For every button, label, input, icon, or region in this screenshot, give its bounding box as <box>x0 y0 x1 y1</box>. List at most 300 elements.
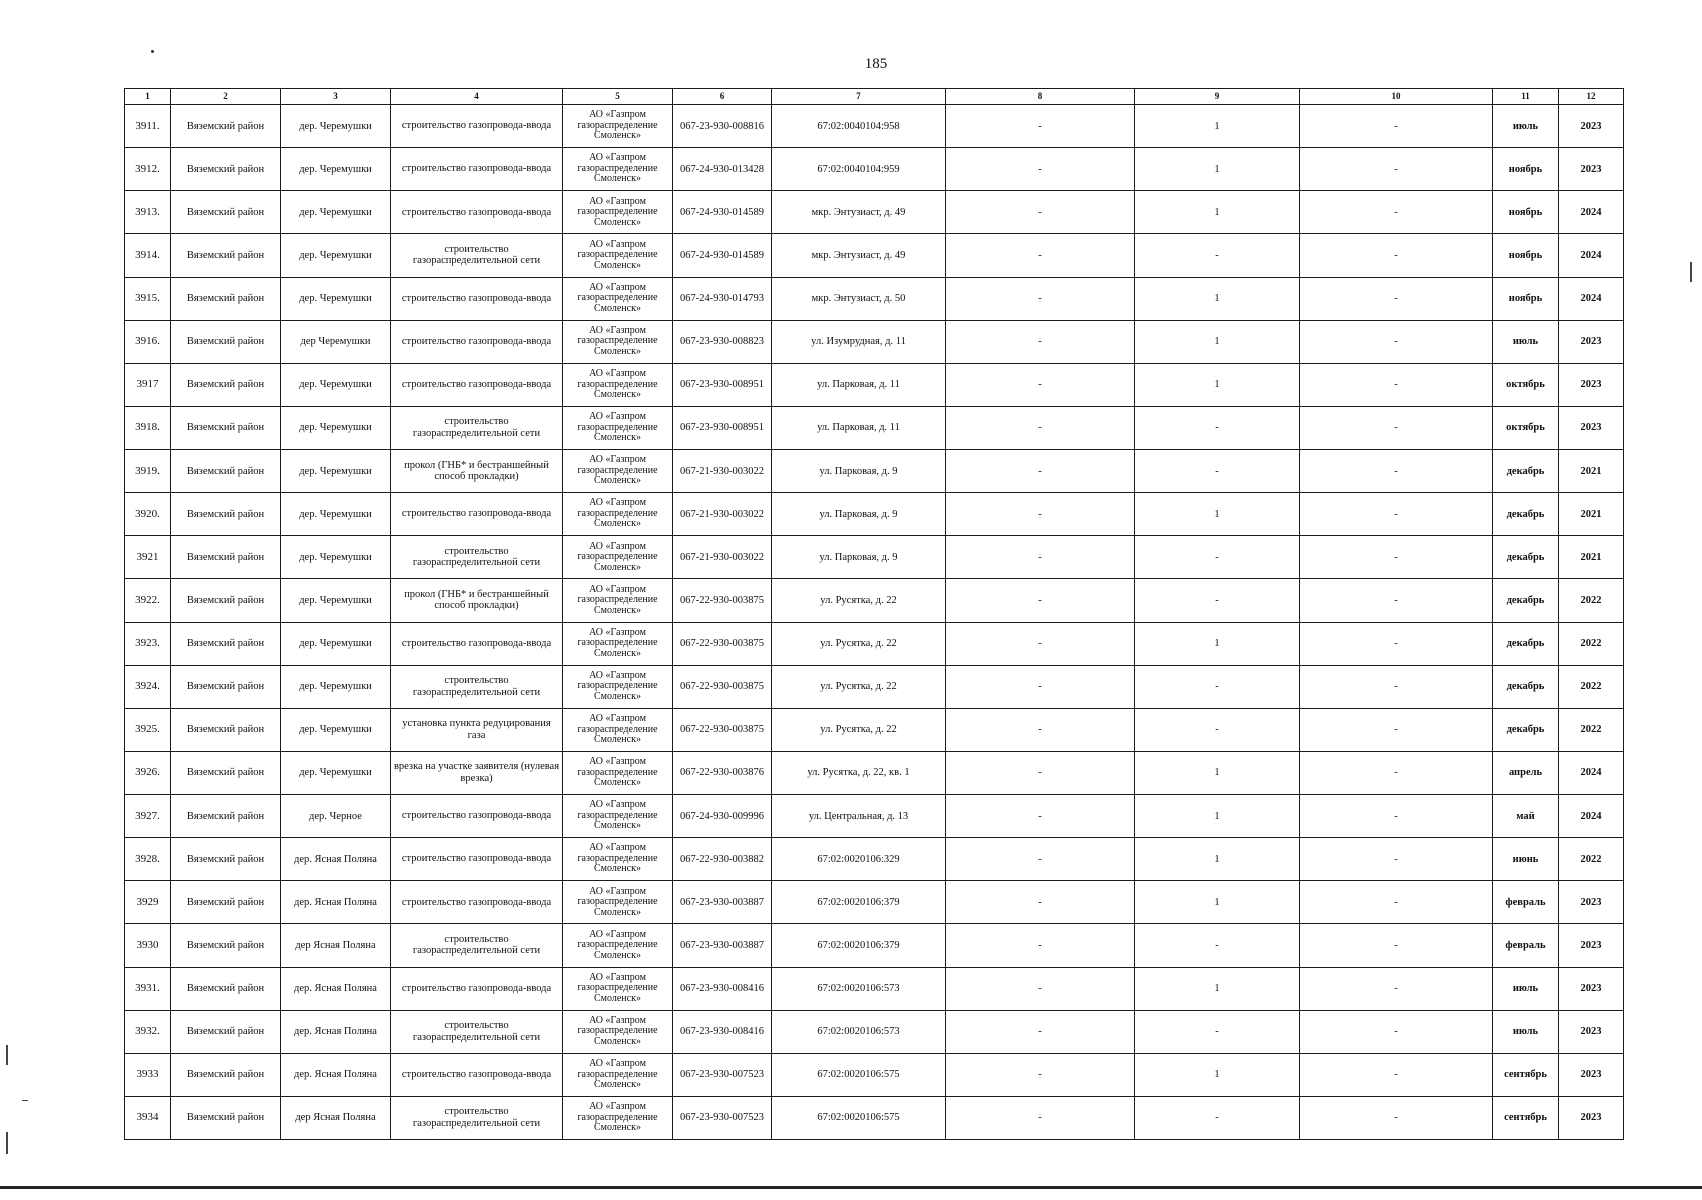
month-cell: июль <box>1493 1010 1559 1053</box>
application-number-cell: 067-23-930-008823 <box>673 320 772 363</box>
address-cadastral-cell: мкр. Энтузиаст, д. 49 <box>772 191 946 234</box>
column-10-cell: - <box>1300 708 1493 751</box>
row-number-cell: 3918. <box>125 406 171 449</box>
work-type-cell: строительство газопровода-ввода <box>391 493 563 536</box>
month-cell: апрель <box>1493 751 1559 794</box>
settlement-cell: дер. Ясная Поляна <box>281 838 391 881</box>
settlement-cell: дер. Ясная Поляна <box>281 967 391 1010</box>
organization-cell: АО «Газпром газораспределение Смоленск» <box>563 579 673 622</box>
column-8-cell: - <box>946 536 1135 579</box>
month-cell: июнь <box>1493 838 1559 881</box>
column-10-cell: - <box>1300 277 1493 320</box>
month-cell: октябрь <box>1493 406 1559 449</box>
year-cell: 2023 <box>1559 105 1624 148</box>
column-8-cell: - <box>946 277 1135 320</box>
year-cell: 2023 <box>1559 924 1624 967</box>
work-type-cell: строительство газопровода-ввода <box>391 795 563 838</box>
row-number-cell: 3932. <box>125 1010 171 1053</box>
address-cadastral-cell: 67:02:0020106:379 <box>772 881 946 924</box>
organization-cell: АО «Газпром газораспределение Смоленск» <box>563 1096 673 1139</box>
table-row <box>125 665 1624 708</box>
district-cell: Вяземский район <box>171 838 281 881</box>
work-type-cell: строительство газопровода-ввода <box>391 191 563 234</box>
table-row <box>125 881 1624 924</box>
row-number-cell: 3913. <box>125 191 171 234</box>
work-type-cell: прокол (ГНБ* и бестраншейный способ прокладки) <box>391 579 563 622</box>
application-number-cell: 067-22-930-003876 <box>673 751 772 794</box>
district-cell: Вяземский район <box>171 751 281 794</box>
application-number-cell: 067-23-930-007523 <box>673 1096 772 1139</box>
address-cadastral-cell: 67:02:0020106:575 <box>772 1096 946 1139</box>
column-9-cell: 1 <box>1135 363 1300 406</box>
column-8-cell: - <box>946 881 1135 924</box>
settlement-cell: дер. Черное <box>281 795 391 838</box>
district-cell: Вяземский район <box>171 320 281 363</box>
month-cell: июль <box>1493 105 1559 148</box>
month-cell: декабрь <box>1493 622 1559 665</box>
table-row <box>125 1010 1624 1053</box>
row-number-cell: 3915. <box>125 277 171 320</box>
year-cell: 2023 <box>1559 148 1624 191</box>
settlement-cell: дер Ясная Поляна <box>281 924 391 967</box>
application-number-cell: 067-21-930-003022 <box>673 493 772 536</box>
work-type-cell: строительство газопровода-ввода <box>391 363 563 406</box>
column-10-cell: - <box>1300 320 1493 363</box>
year-cell: 2021 <box>1559 493 1624 536</box>
row-number-cell: 3930 <box>125 924 171 967</box>
year-cell: 2023 <box>1559 967 1624 1010</box>
scan-margin-mark <box>1690 262 1692 282</box>
column-9-cell: 1 <box>1135 320 1300 363</box>
work-type-cell: строительство газораспределительной сети <box>391 1096 563 1139</box>
scan-bottom-edge <box>0 1186 1702 1189</box>
column-number-1: 1 <box>125 89 171 105</box>
column-9-cell: 1 <box>1135 622 1300 665</box>
column-10-cell: - <box>1300 622 1493 665</box>
organization-cell: АО «Газпром газораспределение Смоленск» <box>563 665 673 708</box>
column-number-10: 10 <box>1300 89 1493 105</box>
column-number-8: 8 <box>946 89 1135 105</box>
month-cell: ноябрь <box>1493 277 1559 320</box>
organization-cell: АО «Газпром газораспределение Смоленск» <box>563 881 673 924</box>
organization-cell: АО «Газпром газораспределение Смоленск» <box>563 838 673 881</box>
column-8-cell: - <box>946 493 1135 536</box>
work-type-cell: строительство газопровода-ввода <box>391 320 563 363</box>
column-8-cell: - <box>946 320 1135 363</box>
column-9-cell: 1 <box>1135 277 1300 320</box>
organization-cell: АО «Газпром газораспределение Смоленск» <box>563 708 673 751</box>
address-cadastral-cell: ул. Русятка, д. 22, кв. 1 <box>772 751 946 794</box>
column-9-cell: - <box>1135 406 1300 449</box>
settlement-cell: дер. Черемушки <box>281 277 391 320</box>
settlement-cell: дер. Ясная Поляна <box>281 1053 391 1096</box>
district-cell: Вяземский район <box>171 148 281 191</box>
organization-cell: АО «Газпром газораспределение Смоленск» <box>563 924 673 967</box>
address-cadastral-cell: 67:02:0020106:573 <box>772 967 946 1010</box>
address-cadastral-cell: ул. Парковая, д. 9 <box>772 493 946 536</box>
organization-cell: АО «Газпром газораспределение Смоленск» <box>563 751 673 794</box>
column-9-cell: - <box>1135 234 1300 277</box>
application-number-cell: 067-23-930-008816 <box>673 105 772 148</box>
row-number-cell: 3921 <box>125 536 171 579</box>
year-cell: 2022 <box>1559 838 1624 881</box>
table-row <box>125 191 1624 234</box>
work-type-cell: установка пункта редуцирования газа <box>391 708 563 751</box>
scan-margin-mark <box>22 1100 28 1101</box>
column-10-cell: - <box>1300 191 1493 234</box>
month-cell: май <box>1493 795 1559 838</box>
district-cell: Вяземский район <box>171 967 281 1010</box>
month-cell: июль <box>1493 320 1559 363</box>
application-number-cell: 067-23-930-008951 <box>673 406 772 449</box>
year-cell: 2023 <box>1559 881 1624 924</box>
year-cell: 2023 <box>1559 1096 1624 1139</box>
page-number: 185 <box>864 56 888 72</box>
organization-cell: АО «Газпром газораспределение Смоленск» <box>563 406 673 449</box>
column-10-cell: - <box>1300 406 1493 449</box>
address-cadastral-cell: ул. Парковая, д. 9 <box>772 450 946 493</box>
district-cell: Вяземский район <box>171 105 281 148</box>
column-9-cell: - <box>1135 536 1300 579</box>
work-type-cell: строительство газопровода-ввода <box>391 881 563 924</box>
row-number-cell: 3922. <box>125 579 171 622</box>
month-cell: июль <box>1493 967 1559 1010</box>
column-8-cell: - <box>946 191 1135 234</box>
column-9-cell: 1 <box>1135 967 1300 1010</box>
table-row <box>125 406 1624 449</box>
column-9-cell: 1 <box>1135 795 1300 838</box>
work-type-cell: строительство газопровода-ввода <box>391 622 563 665</box>
year-cell: 2022 <box>1559 665 1624 708</box>
column-8-cell: - <box>946 838 1135 881</box>
address-cadastral-cell: 67:02:0020106:329 <box>772 838 946 881</box>
organization-cell: АО «Газпром газораспределение Смоленск» <box>563 363 673 406</box>
work-type-cell: строительство газопровода-ввода <box>391 1053 563 1096</box>
organization-cell: АО «Газпром газораспределение Смоленск» <box>563 493 673 536</box>
column-10-cell: - <box>1300 751 1493 794</box>
column-10-cell: - <box>1300 967 1493 1010</box>
column-10-cell: - <box>1300 881 1493 924</box>
scan-speck <box>151 50 154 53</box>
table-row <box>125 363 1624 406</box>
month-cell: сентябрь <box>1493 1053 1559 1096</box>
work-type-cell: строительство газораспределительной сети <box>391 234 563 277</box>
work-type-cell: строительство газопровода-ввода <box>391 277 563 320</box>
address-cadastral-cell: ул. Русятка, д. 22 <box>772 579 946 622</box>
column-8-cell: - <box>946 751 1135 794</box>
column-number-11: 11 <box>1493 89 1559 105</box>
organization-cell: АО «Газпром газораспределение Смоленск» <box>563 191 673 234</box>
column-9-cell: 1 <box>1135 148 1300 191</box>
row-number-cell: 3912. <box>125 148 171 191</box>
address-cadastral-cell: ул. Парковая, д. 11 <box>772 363 946 406</box>
application-number-cell: 067-23-930-003887 <box>673 924 772 967</box>
year-cell: 2021 <box>1559 450 1624 493</box>
column-8-cell: - <box>946 708 1135 751</box>
address-cadastral-cell: ул. Парковая, д. 11 <box>772 406 946 449</box>
column-number-5: 5 <box>563 89 673 105</box>
district-cell: Вяземский район <box>171 579 281 622</box>
table-row <box>125 924 1624 967</box>
application-number-cell: 067-21-930-003022 <box>673 536 772 579</box>
year-cell: 2024 <box>1559 234 1624 277</box>
month-cell: ноябрь <box>1493 234 1559 277</box>
organization-cell: АО «Газпром газораспределение Смоленск» <box>563 277 673 320</box>
column-9-cell: - <box>1135 924 1300 967</box>
address-cadastral-cell: 67:02:0020106:379 <box>772 924 946 967</box>
settlement-cell: дер. Ясная Поляна <box>281 881 391 924</box>
column-number-7: 7 <box>772 89 946 105</box>
column-10-cell: - <box>1300 493 1493 536</box>
column-8-cell: - <box>946 1010 1135 1053</box>
settlement-cell: дер. Ясная Поляна <box>281 1010 391 1053</box>
application-number-cell: 067-21-930-003022 <box>673 450 772 493</box>
district-cell: Вяземский район <box>171 622 281 665</box>
month-cell: декабрь <box>1493 708 1559 751</box>
settlement-cell: дер. Черемушки <box>281 406 391 449</box>
year-cell: 2023 <box>1559 363 1624 406</box>
column-9-cell: 1 <box>1135 105 1300 148</box>
address-cadastral-cell: ул. Русятка, д. 22 <box>772 708 946 751</box>
application-number-cell: 067-23-930-008416 <box>673 967 772 1010</box>
column-10-cell: - <box>1300 148 1493 191</box>
table-row <box>125 320 1624 363</box>
settlement-cell: дер. Черемушки <box>281 105 391 148</box>
year-cell: 2023 <box>1559 320 1624 363</box>
row-number-cell: 3911. <box>125 105 171 148</box>
organization-cell: АО «Газпром газораспределение Смоленск» <box>563 148 673 191</box>
table-row <box>125 493 1624 536</box>
column-10-cell: - <box>1300 665 1493 708</box>
column-8-cell: - <box>946 622 1135 665</box>
row-number-cell: 3916. <box>125 320 171 363</box>
settlement-cell: дер. Черемушки <box>281 665 391 708</box>
address-cadastral-cell: ул. Русятка, д. 22 <box>772 622 946 665</box>
application-number-cell: 067-24-930-014589 <box>673 191 772 234</box>
year-cell: 2023 <box>1559 406 1624 449</box>
table-row <box>125 708 1624 751</box>
table-row <box>125 277 1624 320</box>
work-type-cell: строительство газораспределительной сети <box>391 924 563 967</box>
month-cell: декабрь <box>1493 493 1559 536</box>
row-number-cell: 3929 <box>125 881 171 924</box>
row-number-cell: 3919. <box>125 450 171 493</box>
column-number-6: 6 <box>673 89 772 105</box>
month-cell: декабрь <box>1493 536 1559 579</box>
settlement-cell: дер. Черемушки <box>281 579 391 622</box>
work-type-cell: строительство газопровода-ввода <box>391 105 563 148</box>
address-cadastral-cell: 67:02:0040104:958 <box>772 105 946 148</box>
application-number-cell: 067-23-930-007523 <box>673 1053 772 1096</box>
settlement-cell: дер. Черемушки <box>281 493 391 536</box>
column-8-cell: - <box>946 406 1135 449</box>
application-number-cell: 067-24-930-014793 <box>673 277 772 320</box>
row-number-cell: 3914. <box>125 234 171 277</box>
column-10-cell: - <box>1300 105 1493 148</box>
year-cell: 2022 <box>1559 622 1624 665</box>
register-body <box>125 105 1624 1140</box>
month-cell: февраль <box>1493 924 1559 967</box>
organization-cell: АО «Газпром газораспределение Смоленск» <box>563 967 673 1010</box>
settlement-cell: дер Ясная Поляна <box>281 1096 391 1139</box>
address-cadastral-cell: мкр. Энтузиаст, д. 50 <box>772 277 946 320</box>
column-9-cell: - <box>1135 1096 1300 1139</box>
organization-cell: АО «Газпром газораспределение Смоленск» <box>563 234 673 277</box>
table-row <box>125 967 1624 1010</box>
gasification-register-table <box>124 88 1624 1140</box>
table-row <box>125 1053 1624 1096</box>
column-9-cell: 1 <box>1135 751 1300 794</box>
district-cell: Вяземский район <box>171 665 281 708</box>
settlement-cell: дер. Черемушки <box>281 708 391 751</box>
column-8-cell: - <box>946 148 1135 191</box>
application-number-cell: 067-22-930-003875 <box>673 622 772 665</box>
application-number-cell: 067-24-930-009996 <box>673 795 772 838</box>
table-row <box>125 838 1624 881</box>
column-10-cell: - <box>1300 234 1493 277</box>
table-row <box>125 795 1624 838</box>
row-number-cell: 3927. <box>125 795 171 838</box>
address-cadastral-cell: 67:02:0040104:959 <box>772 148 946 191</box>
settlement-cell: дер. Черемушки <box>281 622 391 665</box>
month-cell: декабрь <box>1493 450 1559 493</box>
column-9-cell: 1 <box>1135 493 1300 536</box>
column-9-cell: 1 <box>1135 838 1300 881</box>
column-8-cell: - <box>946 579 1135 622</box>
row-number-cell: 3923. <box>125 622 171 665</box>
district-cell: Вяземский район <box>171 450 281 493</box>
district-cell: Вяземский район <box>171 1053 281 1096</box>
column-10-cell: - <box>1300 536 1493 579</box>
column-10-cell: - <box>1300 1096 1493 1139</box>
year-cell: 2024 <box>1559 277 1624 320</box>
work-type-cell: строительство газопровода-ввода <box>391 838 563 881</box>
month-cell: декабрь <box>1493 579 1559 622</box>
settlement-cell: дер. Черемушки <box>281 450 391 493</box>
district-cell: Вяземский район <box>171 536 281 579</box>
row-number-cell: 3933 <box>125 1053 171 1096</box>
organization-cell: АО «Газпром газораспределение Смоленск» <box>563 1010 673 1053</box>
year-cell: 2023 <box>1559 1053 1624 1096</box>
row-number-cell: 3917 <box>125 363 171 406</box>
settlement-cell: дер. Черемушки <box>281 148 391 191</box>
column-10-cell: - <box>1300 838 1493 881</box>
column-9-cell: 1 <box>1135 191 1300 234</box>
month-cell: ноябрь <box>1493 191 1559 234</box>
column-8-cell: - <box>946 665 1135 708</box>
column-8-cell: - <box>946 1053 1135 1096</box>
table-row <box>125 450 1624 493</box>
district-cell: Вяземский район <box>171 363 281 406</box>
row-number-cell: 3924. <box>125 665 171 708</box>
year-cell: 2024 <box>1559 191 1624 234</box>
column-10-cell: - <box>1300 1053 1493 1096</box>
column-10-cell: - <box>1300 450 1493 493</box>
settlement-cell: дер. Черемушки <box>281 234 391 277</box>
address-cadastral-cell: 67:02:0020106:575 <box>772 1053 946 1096</box>
work-type-cell: строительство газораспределительной сети <box>391 1010 563 1053</box>
district-cell: Вяземский район <box>171 191 281 234</box>
column-9-cell: - <box>1135 665 1300 708</box>
column-8-cell: - <box>946 924 1135 967</box>
settlement-cell: дер. Черемушки <box>281 751 391 794</box>
column-8-cell: - <box>946 1096 1135 1139</box>
column-8-cell: - <box>946 450 1135 493</box>
column-9-cell: - <box>1135 450 1300 493</box>
application-number-cell: 067-22-930-003875 <box>673 579 772 622</box>
row-number-cell: 3925. <box>125 708 171 751</box>
address-cadastral-cell: ул. Русятка, д. 22 <box>772 665 946 708</box>
column-number-2: 2 <box>171 89 281 105</box>
work-type-cell: строительство газораспределительной сети <box>391 536 563 579</box>
scan-margin-mark <box>6 1045 8 1065</box>
table-row <box>125 536 1624 579</box>
application-number-cell: 067-22-930-003875 <box>673 665 772 708</box>
district-cell: Вяземский район <box>171 881 281 924</box>
column-10-cell: - <box>1300 363 1493 406</box>
organization-cell: АО «Газпром газораспределение Смоленск» <box>563 795 673 838</box>
column-number-12: 12 <box>1559 89 1624 105</box>
table-row <box>125 105 1624 148</box>
address-cadastral-cell: мкр. Энтузиаст, д. 49 <box>772 234 946 277</box>
column-10-cell: - <box>1300 795 1493 838</box>
scan-margin-mark <box>6 1132 8 1154</box>
settlement-cell: дер Черемушки <box>281 320 391 363</box>
address-cadastral-cell: ул. Изумрудная, д. 11 <box>772 320 946 363</box>
organization-cell: АО «Газпром газораспределение Смоленск» <box>563 1053 673 1096</box>
district-cell: Вяземский район <box>171 234 281 277</box>
row-number-cell: 3926. <box>125 751 171 794</box>
column-8-cell: - <box>946 234 1135 277</box>
column-number-row <box>125 89 1624 105</box>
district-cell: Вяземский район <box>171 1010 281 1053</box>
application-number-cell: 067-24-930-014589 <box>673 234 772 277</box>
column-8-cell: - <box>946 105 1135 148</box>
column-9-cell: - <box>1135 708 1300 751</box>
column-10-cell: - <box>1300 1010 1493 1053</box>
work-type-cell: строительство газопровода-ввода <box>391 967 563 1010</box>
row-number-cell: 3934 <box>125 1096 171 1139</box>
district-cell: Вяземский район <box>171 406 281 449</box>
organization-cell: АО «Газпром газораспределение Смоленск» <box>563 320 673 363</box>
work-type-cell: врезка на участке заявителя (нулевая врезка) <box>391 751 563 794</box>
work-type-cell: строительство газораспределительной сети <box>391 406 563 449</box>
year-cell: 2022 <box>1559 579 1624 622</box>
organization-cell: АО «Газпром газораспределение Смоленск» <box>563 622 673 665</box>
organization-cell: АО «Газпром газораспределение Смоленск» <box>563 450 673 493</box>
work-type-cell: строительство газораспределительной сети <box>391 665 563 708</box>
column-number-4: 4 <box>391 89 563 105</box>
year-cell: 2022 <box>1559 708 1624 751</box>
district-cell: Вяземский район <box>171 1096 281 1139</box>
address-cadastral-cell: ул. Центральная, д. 13 <box>772 795 946 838</box>
table-row <box>125 751 1624 794</box>
row-number-cell: 3920. <box>125 493 171 536</box>
column-8-cell: - <box>946 795 1135 838</box>
district-cell: Вяземский район <box>171 277 281 320</box>
column-9-cell: 1 <box>1135 1053 1300 1096</box>
year-cell: 2024 <box>1559 751 1624 794</box>
row-number-cell: 3928. <box>125 838 171 881</box>
address-cadastral-cell: 67:02:0020106:573 <box>772 1010 946 1053</box>
column-9-cell: - <box>1135 1010 1300 1053</box>
row-number-cell: 3931. <box>125 967 171 1010</box>
column-10-cell: - <box>1300 924 1493 967</box>
table-row <box>125 234 1624 277</box>
district-cell: Вяземский район <box>171 795 281 838</box>
column-9-cell: - <box>1135 579 1300 622</box>
month-cell: сентябрь <box>1493 1096 1559 1139</box>
